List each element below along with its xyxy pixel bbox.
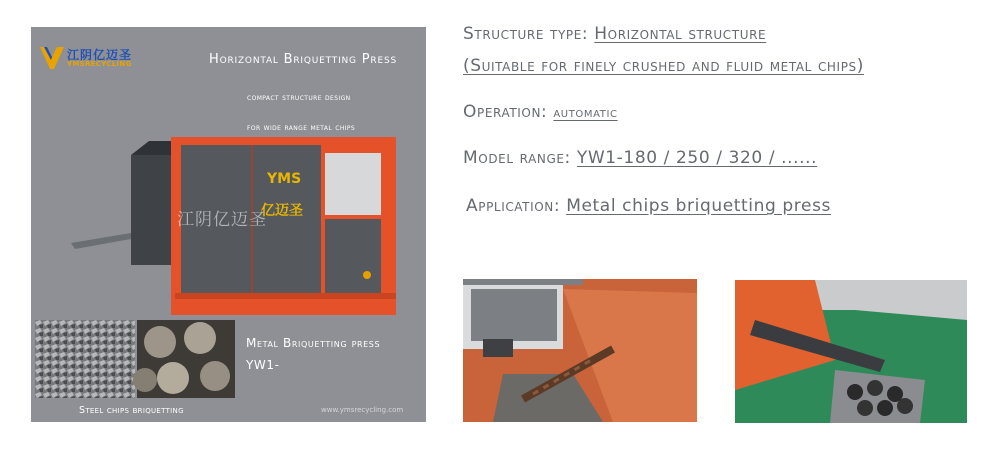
hopper-photo: [463, 279, 697, 422]
spec-model-range: [463, 148, 817, 168]
spec-application-value: Metal chips briquetting press: [566, 196, 831, 216]
panel-title: Horizontal Briquetting Press: [209, 52, 397, 67]
discharge-photo: [735, 280, 967, 423]
spec-model-label: Model range:: [463, 148, 577, 168]
spec-structure-note-text: (Suitable for finely crushed and fluid metal chips): [463, 56, 864, 76]
spec-structure-label: Structure type:: [463, 24, 595, 44]
website-url: www.ymsrecycling.com: [321, 406, 404, 414]
spec-structure: [463, 24, 766, 44]
spec-model-value: YW1-180 / 250 / 320 / ......: [576, 148, 818, 168]
machine-badge: YMS: [267, 171, 302, 187]
brand-logo-icon: [40, 47, 64, 69]
feature-line-2: for wide range metal chips: [247, 123, 356, 133]
product-model: YW1-: [246, 358, 280, 372]
brand-name-cn: 江阴亿迈圣: [67, 47, 133, 62]
thumbnail-pair: [35, 320, 235, 398]
thumbnail-caption: Steel chips briquetting: [79, 405, 184, 416]
discharge-chute: [71, 233, 131, 249]
product-label: Metal Briquetting press: [246, 336, 381, 350]
feature-line-1: compact structure design: [247, 93, 351, 103]
spec-application: [466, 196, 831, 216]
drive-box: [131, 155, 173, 265]
brand-name-en: YMSRECYCLING: [67, 59, 132, 68]
product-panel: [31, 27, 426, 422]
spec-application-label: Application:: [466, 196, 567, 216]
spec-operation-value: automatic: [553, 105, 618, 121]
spec-operation-label: Operation:: [463, 102, 554, 122]
spec-structure-value: Horizontal structure: [594, 24, 767, 44]
spec-operation: [463, 102, 618, 122]
machine-badge-cn: 亿迈圣: [261, 203, 303, 219]
steel-chips-thumb: [35, 320, 135, 398]
spec-structure-note: [463, 56, 864, 76]
watermark-text: 江阴亿迈圣: [177, 210, 267, 230]
brand-logo: [40, 47, 132, 69]
control-cabinet: [325, 153, 381, 215]
